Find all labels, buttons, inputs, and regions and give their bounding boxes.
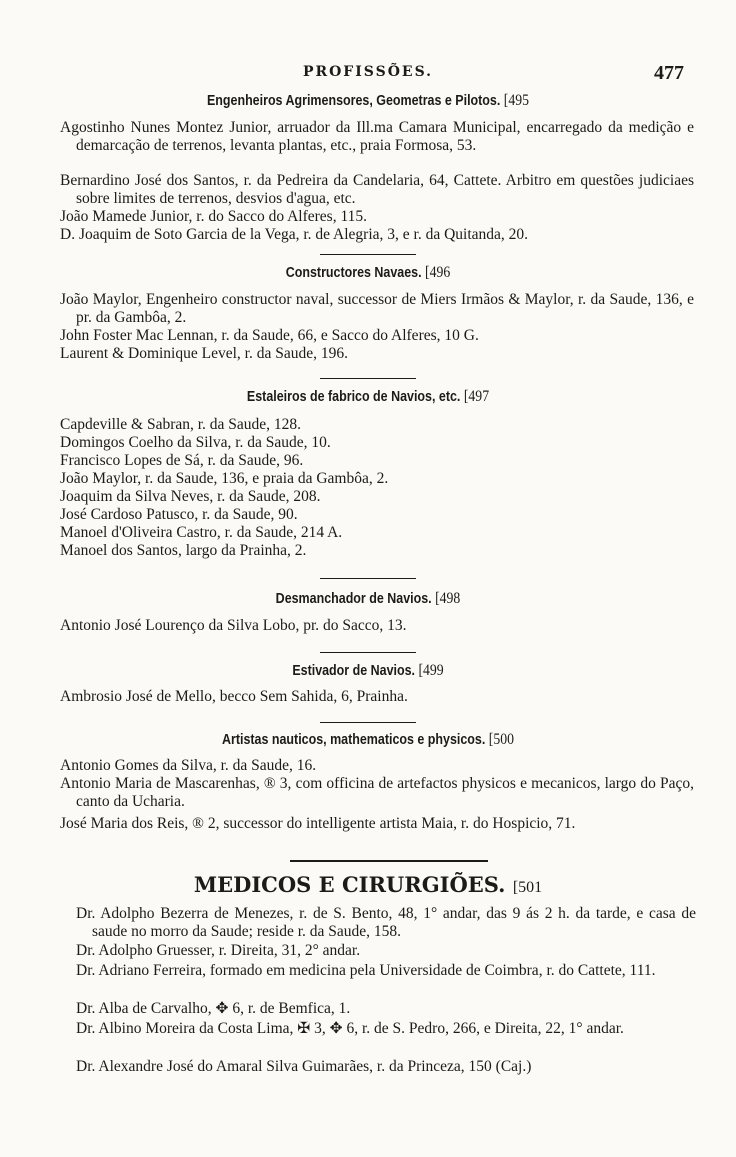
list-item: Dr. Adriano Ferreira, formado em medicina pela Universidade de Coimbra, r. do Cattete, 111. <box>76 962 656 979</box>
section-ref: [500 <box>488 731 515 748</box>
list-item: Agostinho Nunes Montez Junior, arruador da Ill.ma Camara Municipal, encarregado da medição e demarcação de terrenos, levanta plantas, etc., praia Formosa, 53. <box>60 119 694 154</box>
section-heading-constructores <box>52 264 685 282</box>
section-ref: [498 <box>435 590 461 607</box>
list-item: Joaquim da Silva Neves, r. da Saude, 208. <box>60 488 321 505</box>
list-item: Ambrosio José de Mello, becco Sem Sahida, 6, Prainha. <box>60 688 408 705</box>
list-item: Dr. Albino Moreira da Costa Lima, ✠ 3, ✥ 6, r. de S. Pedro, 266, e Direita, 22, 1° andar. <box>76 1020 624 1037</box>
divider <box>320 254 416 255</box>
section-ref: [495 <box>503 92 530 109</box>
list-item: Dr. Alba de Carvalho, ✥ 6, r. de Bemfica, 1. <box>76 1000 351 1017</box>
list-item: Laurent & Dominique Level, r. da Saude, 196. <box>60 345 348 362</box>
section-heading-estaleiros <box>52 388 685 406</box>
list-item: Francisco Lopes de Sá, r. da Saude, 96. <box>60 452 304 469</box>
section-heading-artistas <box>52 731 685 749</box>
list-item: Bernardino José dos Santos, r. da Pedreira da Candelaria, 64, Cattete. Arbitro em questões judiciaes sobre limites de terrenos, desvios d'agua, etc. <box>60 172 694 207</box>
page-number: 477 <box>654 62 684 84</box>
section-ref: [499 <box>418 662 444 679</box>
list-item: Antonio José Lourenço da Silva Lobo, pr. do Sacco, 13. <box>60 617 407 634</box>
list-item: João Maylor, r. da Saude, 136, e praia da Gambôa, 2. <box>60 470 389 487</box>
section-heading-engenheiros <box>52 92 685 110</box>
section-ref: [496 <box>425 264 451 281</box>
list-item: João Maylor, Engenheiro constructor naval, successor de Miers Irmãos & Maylor, r. da Saude, 136, e pr. da Gambôa, 2. <box>60 291 694 326</box>
list-item: John Foster Mac Lennan, r. da Saude, 66, e Sacco do Alferes, 10 G. <box>60 327 479 344</box>
list-item: D. Joaquim de Soto Garcia de la Vega, r. de Alegria, 3, e r. da Quitanda, 20. <box>60 226 529 243</box>
section-title: MEDICOS E CIRURGIÕES. <box>193 872 506 897</box>
list-item: Antonio Maria de Mascarenhas, ® 3, com officina de artefactos physicos e mecanicos, largo do Paço, canto da Ucharia. <box>60 775 694 810</box>
divider <box>320 378 416 379</box>
running-title: PROFISSÕES. <box>302 64 434 80</box>
section-ref: [497 <box>463 388 490 405</box>
section-title: Estivador de Navios. <box>292 663 415 679</box>
section-heading-desmanchador <box>52 590 685 608</box>
section-title: Constructores Navaes. <box>285 265 422 281</box>
list-item: Capdeville & Sabran, r. da Saude, 128. <box>60 416 302 433</box>
divider <box>290 860 488 862</box>
running-head <box>0 62 736 86</box>
list-item: Manoel d'Oliveira Castro, r. da Saude, 214 A. <box>60 524 343 541</box>
divider <box>320 722 416 723</box>
list-item: Dr. Adolpho Bezerra de Menezes, r. de S. Bento, 48, 1° andar, das 9 ás 2 h. da tarde, e casa de saude no morro da Saude; reside r. da Saude, 158. <box>76 905 696 940</box>
section-title: Artistas nauticos, mathematicos e physicos. <box>221 732 486 748</box>
divider <box>320 652 416 653</box>
list-item: Dr. Alexandre José do Amaral Silva Guimarães, r. da Princeza, 150 (Caj.) <box>76 1058 532 1075</box>
section-ref: [501 <box>512 879 543 896</box>
list-item: Dr. Adolpho Gruesser, r. Direita, 31, 2° andar. <box>76 942 361 959</box>
section-title: Estaleiros de fabrico de Navios, etc. <box>246 389 461 405</box>
section-heading-estivador <box>52 662 685 680</box>
section-title: Engenheiros Agrimensores, Geometras e Pilotos. <box>206 93 501 109</box>
section-heading-medicos <box>0 872 736 897</box>
list-item: José Cardoso Patusco, r. da Saude, 90. <box>60 506 298 523</box>
section-title: Desmanchador de Navios. <box>275 591 432 607</box>
list-item: Manoel dos Santos, largo da Prainha, 2. <box>60 542 307 559</box>
list-item: Antonio Gomes da Silva, r. da Saude, 16. <box>60 757 317 774</box>
divider <box>320 578 416 579</box>
list-item: João Mamede Junior, r. do Sacco do Alferes, 115. <box>60 208 368 225</box>
list-item: Domingos Coelho da Silva, r. da Saude, 10. <box>60 434 331 451</box>
list-item: José Maria dos Reis, ® 2, successor do intelligente artista Maia, r. do Hospicio, 71. <box>60 815 576 832</box>
